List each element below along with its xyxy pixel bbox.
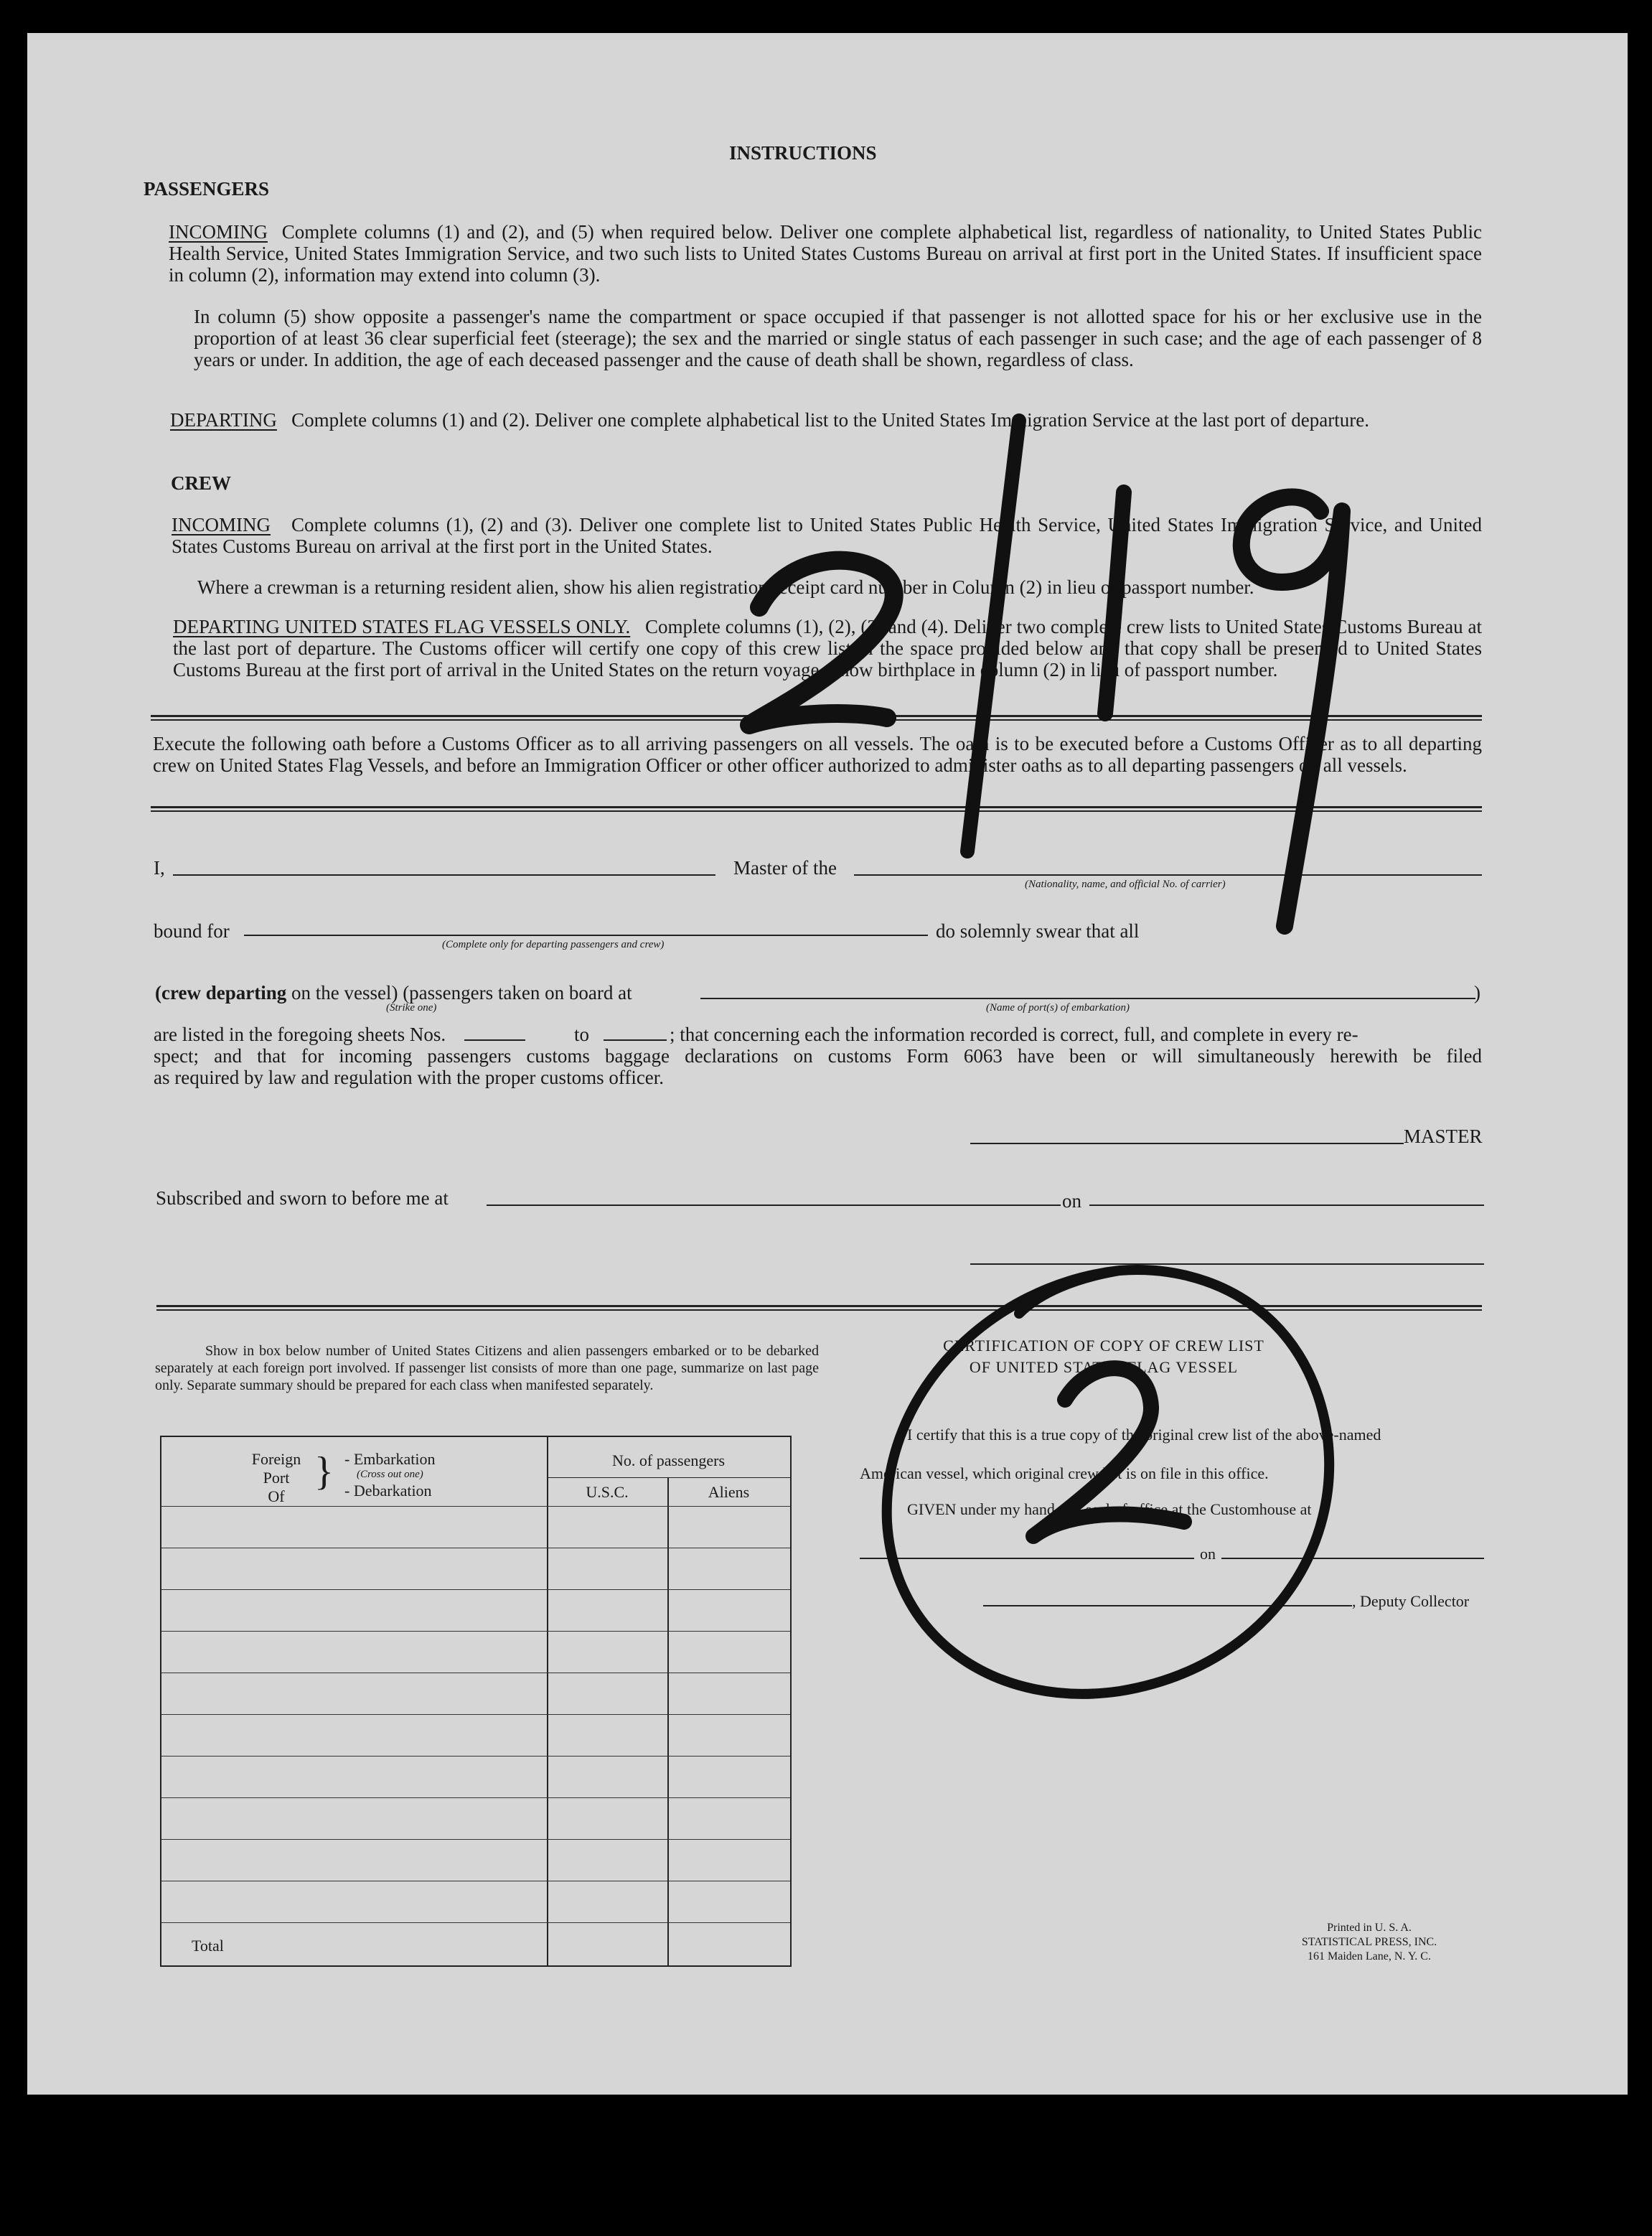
port-note: (Name of port(s) of embarkation) xyxy=(986,1002,1130,1014)
table-divider xyxy=(547,1437,548,1965)
table-divider xyxy=(547,1477,790,1478)
brace-icon: } xyxy=(314,1449,334,1494)
printer-line-3: 161 Maiden Lane, N. Y. C. xyxy=(1308,1950,1431,1963)
crew-incoming-paragraph xyxy=(172,514,1482,557)
table-divider xyxy=(667,1477,669,1965)
nationality-note: (Nationality, name, and official No. of carrier) xyxy=(1025,879,1226,890)
crew-incoming-text: Complete columns (1), (2) and (3). Deliver one complete list to United States Public Health Service, United States Immigration Service, and United States Customs Bureau on arrival at the first port in the United States. xyxy=(172,514,1482,557)
certification-title-1: CERTIFICATION OF COPY OF CREW LIST xyxy=(943,1337,1264,1355)
swear-text: do solemnly swear that all xyxy=(936,920,1140,942)
no-of-passengers-header: No. of passengers xyxy=(611,1451,726,1469)
foreign-port-of-header xyxy=(248,1450,305,1506)
embarkation-port-field[interactable] xyxy=(700,998,1475,999)
debarkation-label: - Debarkation xyxy=(344,1482,432,1500)
foreign-label: Foreign xyxy=(251,1450,301,1468)
passengers-departing-paragraph xyxy=(170,409,1482,431)
port-label: Port xyxy=(263,1469,290,1487)
sheet-to-field[interactable] xyxy=(604,1039,667,1041)
passengers-incoming-paragraph xyxy=(169,221,1482,286)
subscribed-on-label: on xyxy=(1062,1190,1081,1212)
complete-note: (Complete only for departing passengers and crew) xyxy=(442,939,665,950)
on-the-vessel-text: on the vessel) xyxy=(291,982,398,1004)
passengers-departing-label: DEPARTING xyxy=(170,409,277,431)
sheet-from-field[interactable] xyxy=(464,1039,525,1041)
table-row xyxy=(161,1506,790,1507)
passengers-incoming-text: Complete columns (1) and (2), and (5) when required below. Deliver one complete alphabetical list, regardless of nationality, to United States Public Health Service, United States Immigration Service, and two such lists to United States Customs Bureau on arrival at first port in the United States. If insufficient space in column (2), information may extend into column (3). xyxy=(169,221,1482,286)
of-label: Of xyxy=(268,1487,285,1505)
divider xyxy=(151,806,1482,812)
passengers-taken-option: (passengers taken on board at xyxy=(403,982,632,1004)
oath-i-label: I, xyxy=(154,857,165,879)
table-row xyxy=(161,1589,790,1590)
bound-for-field[interactable] xyxy=(244,935,928,936)
master-signature-field[interactable] xyxy=(970,1143,1404,1144)
aliens-header: Aliens xyxy=(708,1483,750,1501)
column5-paragraph: In column (5) show opposite a passenger's name the compartment or space occupied if that passenger is not allotted space for his or her exclusive use in the proportion of at least 36 clear superficial feet (steerage); the sex and the married or single status of each passenger in such case; and the age of each passenger of 8 years or under. In addition, the age of each deceased passenger and the cause of death shall be shown, regardless of class. xyxy=(194,306,1482,370)
master-name-field[interactable] xyxy=(173,874,715,876)
table-row xyxy=(161,1797,790,1798)
subscribed-place-field[interactable] xyxy=(487,1204,1061,1206)
customhouse-field[interactable] xyxy=(860,1558,1194,1559)
deputy-signature-field[interactable] xyxy=(983,1605,1352,1606)
crew-departing-label: DEPARTING UNITED STATES FLAG VESSELS ONLY. xyxy=(173,616,631,637)
certification-on-label: on xyxy=(1200,1545,1216,1563)
oath-intro: Execute the following oath before a Customs Officer as to all arriving passengers on all vessels. The oath is to be executed before a Customs Officer as to all departing crew on United States Flag Vessels, and before an Immigration Officer or other officer authorized to administer oaths as to all departing passengers on all vessels. xyxy=(153,733,1482,776)
passengers-departing-text: Complete columns (1) and (2). Deliver one complete alphabetical list to the United States Immigration Service at the last port of departure. xyxy=(291,409,1369,431)
crew-incoming-label: INCOMING xyxy=(172,514,271,535)
instructions-title: INSTRUCTIONS xyxy=(729,142,877,164)
certification-line-2: American vessel, which original crew list is on file in this office. xyxy=(860,1464,1269,1482)
subscribed-label: Subscribed and sworn to before me at xyxy=(156,1187,449,1209)
strike-note: (Strike one) xyxy=(386,1002,437,1014)
divider xyxy=(151,715,1482,721)
crew-departing-paragraph xyxy=(173,616,1482,680)
strike-line xyxy=(155,982,632,1004)
crew-departing-option: (crew departing xyxy=(155,982,287,1004)
certification-line-3: GIVEN under my hand and seal of office at the Customhouse at xyxy=(907,1500,1312,1518)
listed-pre: are listed in the foregoing sheets Nos. xyxy=(154,1024,446,1045)
crew-heading: CREW xyxy=(171,472,232,494)
oath-line3: as required by law and regulation with the proper customs officer. xyxy=(154,1067,665,1088)
printer-line-1: Printed in U. S. A. xyxy=(1327,1922,1412,1934)
oath-line2: spect; and that for incoming passengers customs baggage declarations on customs Form 6063 have been or will simultaneously herewith be filed xyxy=(154,1045,1482,1067)
certification-date-field[interactable] xyxy=(1221,1558,1484,1559)
deputy-collector-label: , Deputy Collector xyxy=(1352,1592,1470,1610)
close-paren: ) xyxy=(1474,982,1480,1004)
master-of-label: Master of the xyxy=(733,857,837,879)
bound-for-label: bound for xyxy=(154,920,230,942)
cross-out-note: (Cross out one) xyxy=(357,1469,423,1480)
subscribed-date-field[interactable] xyxy=(1089,1204,1484,1206)
passengers-heading: PASSENGERS xyxy=(144,178,270,200)
listed-post: ; that concerning each the information recorded is correct, full, and complete in every re- xyxy=(670,1024,1358,1045)
table-row xyxy=(161,1839,790,1840)
table-row xyxy=(161,1631,790,1632)
listed-to: to xyxy=(574,1024,590,1045)
crew-alien-paragraph: Where a crewman is a returning resident alien, show his alien registration receipt card number in Column (2) in lieu of passport number. xyxy=(197,576,1254,598)
master-label: MASTER xyxy=(1404,1126,1483,1147)
officer-signature-field[interactable] xyxy=(970,1263,1484,1265)
table-row xyxy=(161,1922,790,1923)
embarkation-label: - Embarkation xyxy=(344,1450,436,1468)
printer-imprint xyxy=(1247,1921,1491,1964)
certification-line-1: I certify that this is a true copy of the original crew list of the above-named xyxy=(907,1426,1381,1444)
printer-line-2: STATISTICAL PRESS, INC. xyxy=(1301,1936,1437,1948)
usc-header: U.S.C. xyxy=(586,1483,629,1501)
table-row xyxy=(161,1714,790,1715)
carrier-field[interactable] xyxy=(854,874,1482,876)
total-label: Total xyxy=(192,1937,224,1955)
form-page xyxy=(27,33,1628,2095)
divider xyxy=(156,1305,1482,1311)
certification-title-2: OF UNITED STATES FLAG VESSEL xyxy=(969,1358,1239,1376)
crew-departing-text: Complete columns (1), (2), (3) and (4). Deliver two complete crew lists to United States Customs Bureau at the last port of departure. The Customs officer will certify one copy of this crew list in the space provided below and that copy shall be presented to United States Customs Bureau at the first port of arrival in the United States on the return voyage. Show birthplace in column (2) in lieu of passport number. xyxy=(173,616,1483,680)
passengers-incoming-label: INCOMING xyxy=(169,221,268,243)
passenger-summary-table xyxy=(160,1436,792,1967)
summary-instructions: Show in box below number of United States Citizens and alien passengers embarked or to be debarked separately at each foreign port involved. If passenger list consists of more than one page, summarize on last page only. Separate summary should be prepared for each class when manifested separately. xyxy=(155,1343,819,1393)
